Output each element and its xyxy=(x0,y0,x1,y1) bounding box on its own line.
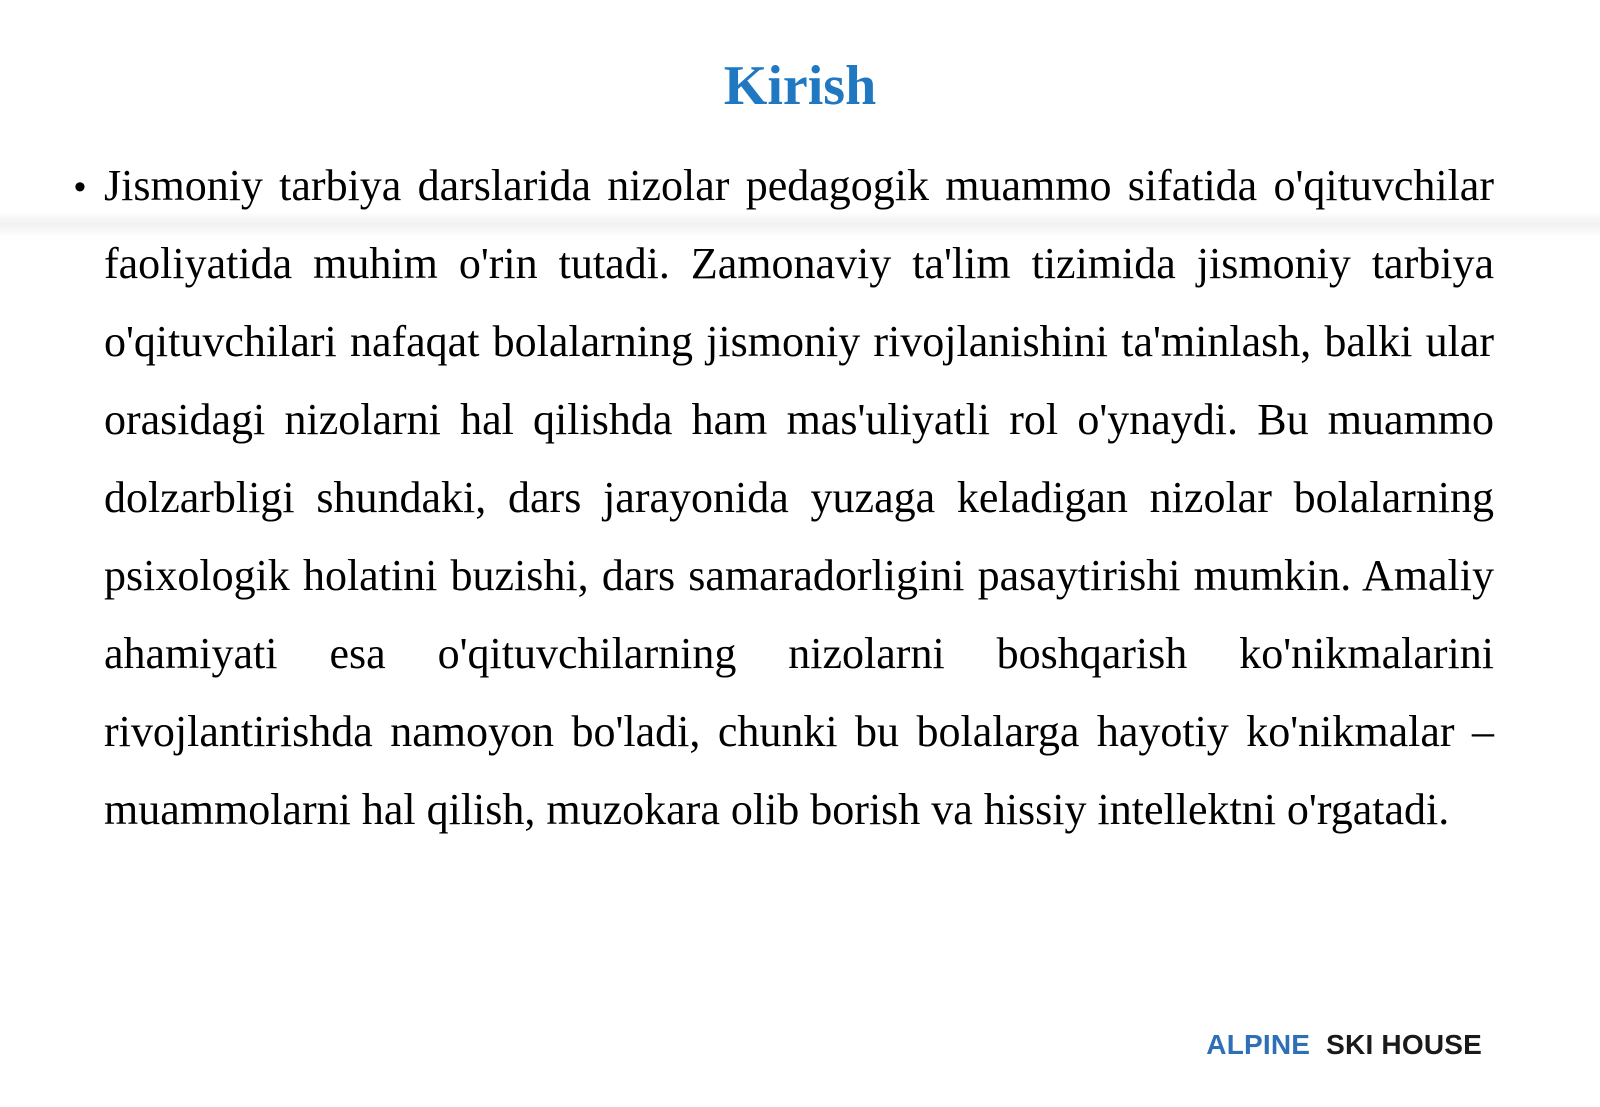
brand-logo-part1: ALPINE xyxy=(1206,1029,1311,1060)
body-paragraph: Jismoniy tarbiya darslarida nizolar pedagogik muammo sifatida o'qituvchilar faoliyatida muhim o'rin tutadi. Zamonaviy ta'lim tizimida jismoniy tarbiya o'qituvchilari nafaqat bolalarning jismoniy rivojlanishini ta'minlash, balki ular orasidagi nizolarni hal qilishda ham mas'uliyatli rol o'ynaydi. Bu muammo dolzarbligi shundaki, dars jarayonida yuzaga keladigan nizolar bolalarning psixologik holatini buzishi, dars samaradorligini pasaytirishi mumkin. Amaliy ahamiyati esa o'qituvchilarning nizolarni boshqarish ko'nikmalarini rivojlantirishda namoyon bo'ladi, chunki bu bolalarga hayotiy ko'nikmalar – muammolarni hal qilish, muzokara olib borish va hissiy intellektni o'rgatadi. xyxy=(104,161,1494,834)
slide-content xyxy=(74,147,1494,849)
brand-logo xyxy=(1206,1029,1482,1061)
slide-title: Kirish xyxy=(723,55,877,117)
brand-logo-part2: SKI HOUSE xyxy=(1326,1029,1482,1060)
bullet-icon: • xyxy=(74,168,86,206)
